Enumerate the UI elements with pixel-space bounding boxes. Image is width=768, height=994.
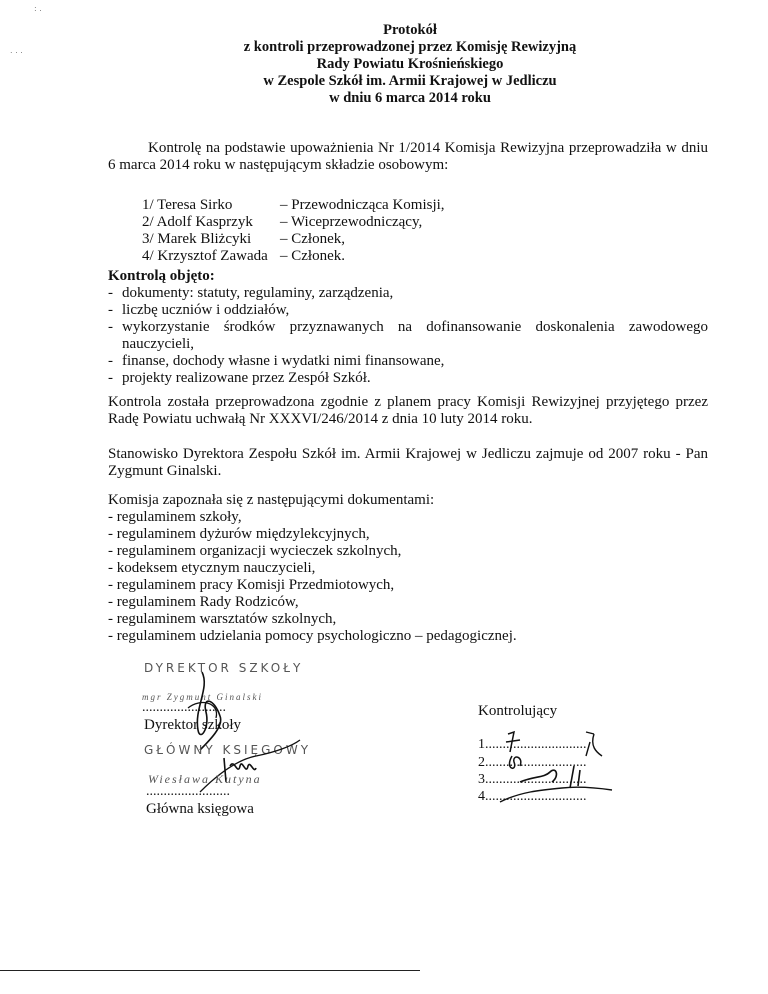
- title-line: w Zespole Szkół im. Armii Krajowej w Jedliczu: [263, 73, 557, 89]
- director-name-stamp: mgr Zygmunt Ginalski: [142, 692, 263, 702]
- scope-item: - wykorzystanie środków przyznawanych na dofinansowanie doskonalenia zawodowego nauczycieli,: [108, 319, 708, 352]
- director-signature-line: ........................: [142, 700, 226, 715]
- accountant-stamp: GŁÓWNY KSIĘGOWY: [144, 743, 312, 757]
- director-paragraph: Stanowisko Dyrektora Zespołu Szkół im. Armii Krajowej w Jedliczu zajmuje od 2007 roku - Pan Zygmunt Ginalski.: [108, 446, 708, 479]
- title-line: Protokół: [383, 22, 437, 38]
- document-item: - kodeksem etycznym nauczycieli,: [108, 560, 316, 576]
- documents-heading: Komisja zapoznała się z następującymi dokumentami:: [108, 492, 435, 508]
- member-name: 3/ Marek Bliżcyki: [142, 231, 252, 247]
- member-row: [142, 214, 445, 231]
- member-role: – Członek.: [280, 248, 345, 264]
- director-label: Dyrektor szkoły: [144, 717, 242, 733]
- protocol-title: [90, 22, 730, 107]
- member-row: [142, 231, 445, 248]
- document-item: - regulaminem Rady Rodziców,: [108, 594, 299, 610]
- document-item: - regulaminem warsztatów szkolnych,: [108, 611, 337, 627]
- member-name: 4/ Krzysztof Zawada: [142, 248, 268, 264]
- title-line: w dniu 6 marca 2014 roku: [329, 90, 491, 106]
- scan-mark-top: : .: [34, 4, 42, 13]
- member-name: 2/ Adolf Kasprzyk: [142, 214, 253, 230]
- scope-list: [108, 285, 708, 387]
- controllers-label: Kontrolujący: [478, 703, 558, 719]
- member-role: – Członek,: [280, 231, 345, 247]
- title-line: z kontroli przeprowadzonej przez Komisję Rewizyjną: [243, 39, 577, 55]
- document-item: - regulaminem organizacji wycieczek szkolnych,: [108, 543, 402, 559]
- member-role: – Wiceprzewodniczący,: [280, 214, 423, 230]
- scope-item: - dokumenty: statuty, regulaminy, zarządzenia,: [108, 285, 394, 301]
- member-row: [142, 248, 445, 265]
- scope-item-text: finanse, dochody własne i wydatki nimi finansowane,: [122, 353, 445, 369]
- document-item: - regulaminem szkoły,: [108, 509, 242, 525]
- member-name: 1/ Teresa Sirko: [142, 197, 233, 213]
- accountant-label: Główna księgowa: [146, 801, 254, 817]
- controller-line-1: 1.............................: [478, 737, 587, 752]
- scope-heading: Kontrolą objęto:: [108, 268, 215, 284]
- accountant-name-stamp: Wiesława Kutyna: [148, 772, 262, 786]
- document-item: - regulaminem dyżurów międzylekcyjnych,: [108, 526, 370, 542]
- document-item: - regulaminem pracy Komisji Przedmiotowych,: [108, 577, 395, 593]
- scan-mark-left: . . .: [10, 46, 23, 55]
- committee-members: [142, 197, 445, 265]
- intro-paragraph: Kontrolę na podstawie upoważnienia Nr 1/2014 Komisja Rewizyjna przeprowadziła w dniu 6 marca 2014 roku w następującym składzie osobowym:: [108, 140, 708, 173]
- controller-line-2: 2.............................: [478, 755, 587, 770]
- director-stamp: DYREKTOR SZKOŁY: [144, 661, 304, 675]
- member-row: [142, 197, 445, 214]
- scope-item: - liczbę uczniów i oddziałów,: [108, 302, 290, 318]
- title-line: Rady Powiatu Krośnieńskiego: [316, 56, 504, 72]
- controller-line-4: 4.............................: [478, 789, 587, 804]
- documents-list: [108, 509, 517, 645]
- scope-item-text: liczbę uczniów i oddziałów,: [122, 302, 290, 318]
- scope-item: - finanse, dochody własne i wydatki nimi finansowane,: [108, 353, 445, 369]
- document-item: - regulaminem udzielania pomocy psychologiczno – pedagogicznej.: [108, 628, 517, 644]
- plan-paragraph: Kontrola została przeprowadzona zgodnie z planem pracy Komisji Rewizyjnej przyjętego przez Radę Powiatu uchwałą Nr XXXVI/246/2014 z dnia 10 luty 2014 roku.: [108, 394, 708, 427]
- scope-item-text: dokumenty: statuty, regulaminy, zarządzenia,: [122, 285, 394, 301]
- scope-item: - projekty realizowane przez Zespół Szkół.: [108, 370, 371, 386]
- controller-signatures: [490, 726, 620, 808]
- scope-item-text: projekty realizowane przez Zespół Szkół.: [122, 370, 371, 386]
- bottom-scan-line: [0, 970, 420, 971]
- member-role: – Przewodnicząca Komisji,: [280, 197, 445, 213]
- controller-line-3: 3.............................: [478, 772, 587, 787]
- scope-item-text: wykorzystanie środków przyznawanych na dofinansowanie doskonalenia zawodowego nauczycieli,: [122, 319, 708, 352]
- accountant-signature-line: ........................: [146, 784, 230, 799]
